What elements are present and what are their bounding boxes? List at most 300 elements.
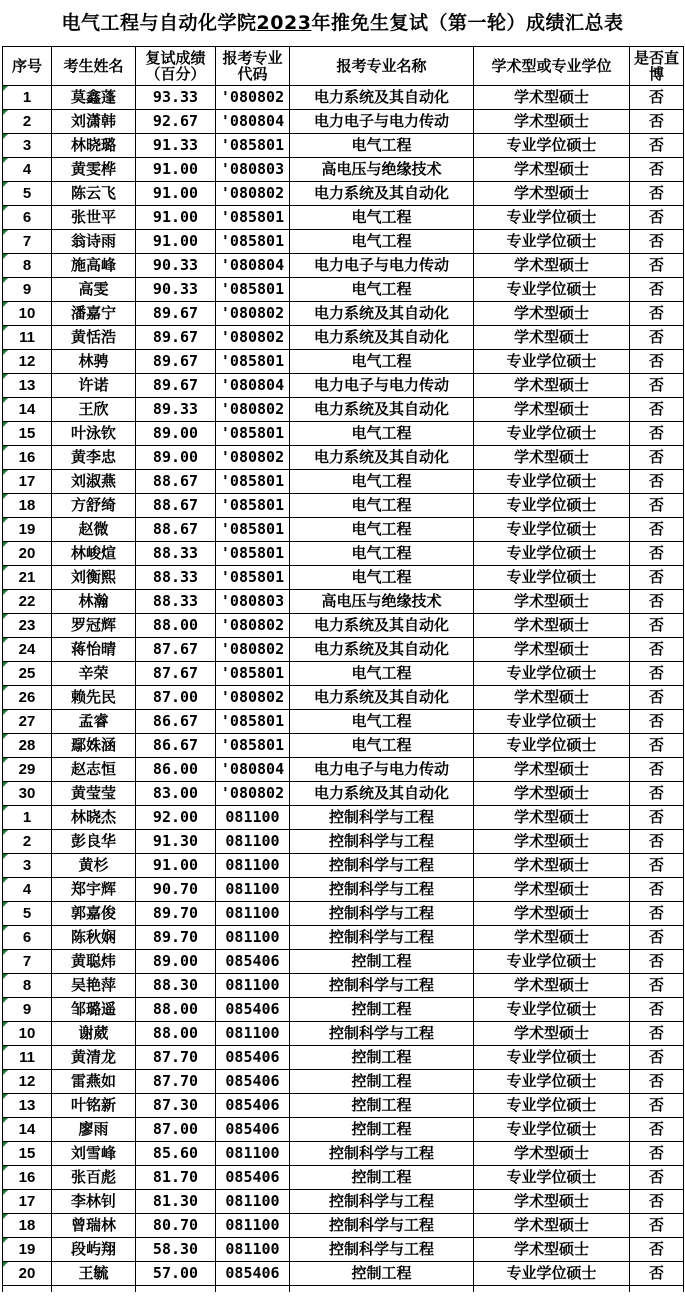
table-row: [3, 230, 684, 254]
cell-phd: 否: [630, 734, 684, 758]
cell-major: 电气工程: [290, 422, 474, 446]
cell-major: 控制工程: [290, 1262, 474, 1286]
table-row: [3, 1262, 684, 1286]
cell-type: 学术型硕士: [474, 86, 630, 110]
cell-code: '085801: [216, 566, 290, 590]
cell-type: 专业学位硕士: [474, 710, 630, 734]
cell-major: 电力系统及其自动化: [290, 86, 474, 110]
table-row: [3, 686, 684, 710]
cell-score: 89.33: [136, 398, 216, 422]
cell-phd: 否: [630, 662, 684, 686]
cell-seq: 29: [3, 758, 52, 782]
cell-phd: 否: [630, 1262, 684, 1286]
cell-type: 学术型硕士: [474, 902, 630, 926]
cell-code: '085801: [216, 662, 290, 686]
table-row: [3, 614, 684, 638]
cell-name: 辛荣: [52, 662, 136, 686]
table-row: [3, 1046, 684, 1070]
cell-score: 86.67: [136, 734, 216, 758]
cell-phd: 否: [630, 278, 684, 302]
table-row: [3, 1094, 684, 1118]
cell-major: 电气工程: [290, 206, 474, 230]
cell-score: 89.70: [136, 902, 216, 926]
cell-major: 控制科学与工程: [290, 806, 474, 830]
cell-phd: 否: [630, 998, 684, 1022]
cell-score: 91.30: [136, 830, 216, 854]
cell-type: 专业学位硕士: [474, 950, 630, 974]
cell-phd: 否: [630, 1166, 684, 1190]
cell-type: 专业学位硕士: [474, 1262, 630, 1286]
cell-code: 081100: [216, 1214, 290, 1238]
cell-major: 电力电子与电力传动: [290, 110, 474, 134]
cell-type: 专业学位硕士: [474, 1046, 630, 1070]
cell-phd: 否: [630, 806, 684, 830]
cell-code: 085406: [216, 950, 290, 974]
cell-score: 86.00: [136, 758, 216, 782]
cell-phd: 否: [630, 1118, 684, 1142]
cell-seq: 19: [3, 518, 52, 542]
cell-score: 89.67: [136, 374, 216, 398]
cell-name: 陈秋娴: [52, 926, 136, 950]
cell-seq: 9: [3, 278, 52, 302]
cell-phd: 否: [630, 1046, 684, 1070]
cell-code: 081100: [216, 974, 290, 998]
empty-cell: [52, 1286, 136, 1293]
cell-name: 赵志恒: [52, 758, 136, 782]
cell-score: 92.00: [136, 806, 216, 830]
cell-code: '085801: [216, 734, 290, 758]
cell-phd: 否: [630, 1190, 684, 1214]
table-row: [3, 758, 684, 782]
cell-type: 学术型硕士: [474, 1142, 630, 1166]
cell-seq: 2: [3, 830, 52, 854]
cell-major: 电气工程: [290, 350, 474, 374]
cell-score: 88.67: [136, 518, 216, 542]
cell-code: 081100: [216, 878, 290, 902]
cell-seq: 12: [3, 350, 52, 374]
cell-name: 林晓杰: [52, 806, 136, 830]
cell-phd: 否: [630, 182, 684, 206]
empty-cell: [474, 1286, 630, 1293]
cell-seq: 10: [3, 302, 52, 326]
cell-type: 专业学位硕士: [474, 278, 630, 302]
cell-name: 赖先民: [52, 686, 136, 710]
cell-seq: 14: [3, 1118, 52, 1142]
cell-code: 085406: [216, 1046, 290, 1070]
cell-phd: 否: [630, 110, 684, 134]
cell-score: 87.00: [136, 1118, 216, 1142]
cell-code: '085801: [216, 710, 290, 734]
cell-seq: 5: [3, 902, 52, 926]
cell-name: 廖雨: [52, 1118, 136, 1142]
cell-seq: 28: [3, 734, 52, 758]
cell-score: 88.00: [136, 614, 216, 638]
header-name: 考生姓名: [52, 47, 136, 86]
cell-major: 电力系统及其自动化: [290, 302, 474, 326]
cell-type: 专业学位硕士: [474, 350, 630, 374]
cell-seq: 9: [3, 998, 52, 1022]
cell-code: 085406: [216, 1262, 290, 1286]
cell-major: 电力系统及其自动化: [290, 398, 474, 422]
cell-seq: 5: [3, 182, 52, 206]
cell-code: 085406: [216, 1070, 290, 1094]
cell-phd: 否: [630, 230, 684, 254]
cell-phd: 否: [630, 782, 684, 806]
cell-code: '085801: [216, 494, 290, 518]
cell-code: '080802: [216, 302, 290, 326]
cell-major: 控制工程: [290, 1070, 474, 1094]
empty-cell: [3, 1286, 52, 1293]
cell-phd: 否: [630, 518, 684, 542]
table-row: [3, 710, 684, 734]
cell-seq: 18: [3, 1214, 52, 1238]
cell-score: 87.67: [136, 638, 216, 662]
cell-type: 学术型硕士: [474, 854, 630, 878]
cell-seq: 4: [3, 878, 52, 902]
cell-score: 81.30: [136, 1190, 216, 1214]
cell-name: 王毓: [52, 1262, 136, 1286]
cell-score: 85.60: [136, 1142, 216, 1166]
cell-name: 段屿翔: [52, 1238, 136, 1262]
cell-score: 87.67: [136, 662, 216, 686]
cell-major: 控制科学与工程: [290, 878, 474, 902]
cell-name: 黄莹莹: [52, 782, 136, 806]
cell-phd: 否: [630, 758, 684, 782]
cell-phd: 否: [630, 1214, 684, 1238]
cell-seq: 19: [3, 1238, 52, 1262]
cell-code: '080802: [216, 182, 290, 206]
cell-phd: 否: [630, 566, 684, 590]
table-row: [3, 1022, 684, 1046]
table-row: [3, 1214, 684, 1238]
cell-name: 黄杉: [52, 854, 136, 878]
cell-type: 专业学位硕士: [474, 1094, 630, 1118]
cell-major: 高电压与绝缘技术: [290, 158, 474, 182]
cell-score: 87.00: [136, 686, 216, 710]
table-row: [3, 302, 684, 326]
page-title: [0, 0, 685, 46]
cell-name: 谢葳: [52, 1022, 136, 1046]
cell-type: 专业学位硕士: [474, 998, 630, 1022]
cell-score: 89.67: [136, 302, 216, 326]
cell-score: 90.70: [136, 878, 216, 902]
cell-phd: 否: [630, 470, 684, 494]
cell-seq: 7: [3, 230, 52, 254]
cell-name: 刘衡熙: [52, 566, 136, 590]
cell-phd: 否: [630, 1070, 684, 1094]
table-row: [3, 446, 684, 470]
cell-type: 学术型硕士: [474, 1190, 630, 1214]
cell-phd: 否: [630, 614, 684, 638]
cell-code: '085801: [216, 470, 290, 494]
cell-code: '085801: [216, 350, 290, 374]
cell-code: '085801: [216, 278, 290, 302]
cell-major: 电气工程: [290, 734, 474, 758]
cell-phd: 否: [630, 326, 684, 350]
cell-name: 黄恬浩: [52, 326, 136, 350]
cell-major: 电气工程: [290, 278, 474, 302]
cell-phd: 否: [630, 830, 684, 854]
cell-type: 学术型硕士: [474, 374, 630, 398]
table-row: [3, 206, 684, 230]
cell-major: 电气工程: [290, 518, 474, 542]
cell-seq: 22: [3, 590, 52, 614]
cell-score: 91.00: [136, 206, 216, 230]
cell-major: 控制科学与工程: [290, 830, 474, 854]
cell-seq: 1: [3, 806, 52, 830]
header-code: 报考专业代码: [216, 47, 290, 86]
cell-code: '080802: [216, 398, 290, 422]
cell-score: 57.00: [136, 1262, 216, 1286]
cell-code: '080802: [216, 446, 290, 470]
table-row: [3, 1142, 684, 1166]
cell-name: 翁诗雨: [52, 230, 136, 254]
cell-major: 控制工程: [290, 950, 474, 974]
header-type: 学术型或专业学位: [474, 47, 630, 86]
cell-type: 专业学位硕士: [474, 518, 630, 542]
cell-major: 电气工程: [290, 230, 474, 254]
cell-phd: 否: [630, 374, 684, 398]
cell-major: 电力系统及其自动化: [290, 782, 474, 806]
cell-code: '085801: [216, 134, 290, 158]
cell-name: 刘淑燕: [52, 470, 136, 494]
cell-code: '080802: [216, 686, 290, 710]
header-score: 复试成绩（百分）: [136, 47, 216, 86]
table-row: [3, 158, 684, 182]
cell-phd: 否: [630, 398, 684, 422]
cell-seq: 26: [3, 686, 52, 710]
cell-code: '085801: [216, 206, 290, 230]
cell-major: 电气工程: [290, 470, 474, 494]
cell-code: '085801: [216, 422, 290, 446]
cell-seq: 2: [3, 110, 52, 134]
cell-major: 控制科学与工程: [290, 1214, 474, 1238]
table-row: [3, 278, 684, 302]
cell-score: 88.33: [136, 566, 216, 590]
cell-seq: 11: [3, 326, 52, 350]
cell-phd: 否: [630, 974, 684, 998]
cell-name: 黄聪炜: [52, 950, 136, 974]
table-row: [3, 1190, 684, 1214]
table-row: [3, 566, 684, 590]
cell-type: 学术型硕士: [474, 830, 630, 854]
cell-phd: 否: [630, 686, 684, 710]
cell-score: 90.33: [136, 278, 216, 302]
cell-seq: 20: [3, 542, 52, 566]
cell-major: 电气工程: [290, 662, 474, 686]
table-row: [3, 782, 684, 806]
cell-seq: 21: [3, 566, 52, 590]
cell-score: 87.30: [136, 1094, 216, 1118]
cell-type: 专业学位硕士: [474, 206, 630, 230]
cell-name: 鄢姝涵: [52, 734, 136, 758]
cell-phd: 否: [630, 902, 684, 926]
cell-phd: 否: [630, 542, 684, 566]
cell-name: 黄清龙: [52, 1046, 136, 1070]
table-row: [3, 590, 684, 614]
header-phd: 是否直博: [630, 47, 684, 86]
cell-seq: 17: [3, 1190, 52, 1214]
table-row: [3, 638, 684, 662]
cell-name: 陈云飞: [52, 182, 136, 206]
cell-seq: 13: [3, 1094, 52, 1118]
cell-phd: 否: [630, 638, 684, 662]
cell-score: 81.70: [136, 1166, 216, 1190]
cell-major: 控制科学与工程: [290, 902, 474, 926]
table-row: [3, 182, 684, 206]
title-year: 2023: [256, 12, 312, 34]
cell-major: 控制科学与工程: [290, 854, 474, 878]
cell-major: 控制科学与工程: [290, 974, 474, 998]
cell-phd: 否: [630, 1142, 684, 1166]
table-row: [3, 854, 684, 878]
empty-cell: [136, 1286, 216, 1293]
cell-name: 林峻煊: [52, 542, 136, 566]
table-row: [3, 518, 684, 542]
cell-name: 赵微: [52, 518, 136, 542]
cell-score: 88.00: [136, 1022, 216, 1046]
cell-code: 081100: [216, 902, 290, 926]
cell-major: 电气工程: [290, 494, 474, 518]
cell-name: 林晓璐: [52, 134, 136, 158]
cell-seq: 15: [3, 1142, 52, 1166]
cell-seq: 1: [3, 86, 52, 110]
cell-type: 学术型硕士: [474, 302, 630, 326]
cell-name: 张世平: [52, 206, 136, 230]
cell-major: 控制工程: [290, 1046, 474, 1070]
cell-seq: 16: [3, 1166, 52, 1190]
cell-score: 89.00: [136, 950, 216, 974]
empty-row: [3, 1286, 684, 1293]
cell-code: 081100: [216, 926, 290, 950]
cell-name: 方舒绮: [52, 494, 136, 518]
cell-score: 89.67: [136, 350, 216, 374]
cell-code: '080803: [216, 158, 290, 182]
cell-type: 学术型硕士: [474, 1214, 630, 1238]
cell-seq: 8: [3, 974, 52, 998]
cell-score: 88.33: [136, 590, 216, 614]
cell-name: 施高峰: [52, 254, 136, 278]
cell-phd: 否: [630, 1238, 684, 1262]
cell-seq: 12: [3, 1070, 52, 1094]
cell-type: 专业学位硕士: [474, 566, 630, 590]
cell-seq: 3: [3, 134, 52, 158]
cell-major: 控制工程: [290, 1118, 474, 1142]
cell-type: 学术型硕士: [474, 1238, 630, 1262]
table-row: [3, 926, 684, 950]
cell-seq: 4: [3, 158, 52, 182]
cell-code: 081100: [216, 1238, 290, 1262]
title-suffix: 年推免生复试（第一轮）成绩汇总表: [311, 12, 624, 34]
cell-seq: 16: [3, 446, 52, 470]
table-row: [3, 110, 684, 134]
cell-type: 专业学位硕士: [474, 470, 630, 494]
table-row: [3, 494, 684, 518]
cell-phd: 否: [630, 422, 684, 446]
cell-code: 081100: [216, 1190, 290, 1214]
cell-name: 林瀚: [52, 590, 136, 614]
cell-name: 雷燕如: [52, 1070, 136, 1094]
cell-code: '085801: [216, 518, 290, 542]
table-row: [3, 734, 684, 758]
cell-seq: 11: [3, 1046, 52, 1070]
cell-type: 专业学位硕士: [474, 734, 630, 758]
cell-name: 邹璐遥: [52, 998, 136, 1022]
cell-code: '080804: [216, 374, 290, 398]
cell-major: 电力系统及其自动化: [290, 638, 474, 662]
cell-score: 58.30: [136, 1238, 216, 1262]
cell-name: 吴艳萍: [52, 974, 136, 998]
cell-major: 电力系统及其自动化: [290, 614, 474, 638]
cell-name: 蒋怡晴: [52, 638, 136, 662]
cell-code: '080802: [216, 86, 290, 110]
cell-type: 学术型硕士: [474, 254, 630, 278]
cell-type: 学术型硕士: [474, 590, 630, 614]
table-row: [3, 662, 684, 686]
cell-seq: 18: [3, 494, 52, 518]
cell-type: 学术型硕士: [474, 878, 630, 902]
cell-type: 专业学位硕士: [474, 542, 630, 566]
cell-phd: 否: [630, 1094, 684, 1118]
cell-name: 莫鑫蓬: [52, 86, 136, 110]
cell-phd: 否: [630, 446, 684, 470]
cell-score: 91.00: [136, 230, 216, 254]
cell-major: 控制科学与工程: [290, 1190, 474, 1214]
cell-type: 学术型硕士: [474, 926, 630, 950]
table-row: [3, 542, 684, 566]
cell-major: 控制科学与工程: [290, 926, 474, 950]
header-major: 报考专业名称: [290, 47, 474, 86]
cell-seq: 6: [3, 206, 52, 230]
cell-score: 90.33: [136, 254, 216, 278]
cell-name: 刘雪峰: [52, 1142, 136, 1166]
cell-code: '080802: [216, 638, 290, 662]
cell-seq: 30: [3, 782, 52, 806]
cell-major: 电气工程: [290, 542, 474, 566]
cell-major: 电力系统及其自动化: [290, 446, 474, 470]
cell-code: 081100: [216, 1142, 290, 1166]
cell-name: 郭嘉俊: [52, 902, 136, 926]
cell-major: 控制工程: [290, 1094, 474, 1118]
cell-seq: 20: [3, 1262, 52, 1286]
cell-major: 电力系统及其自动化: [290, 326, 474, 350]
table-row: [3, 254, 684, 278]
cell-name: 叶泳钦: [52, 422, 136, 446]
cell-score: 89.67: [136, 326, 216, 350]
cell-score: 87.70: [136, 1070, 216, 1094]
table-row: [3, 1118, 684, 1142]
cell-type: 学术型硕士: [474, 806, 630, 830]
cell-name: 黄李忠: [52, 446, 136, 470]
cell-type: 学术型硕士: [474, 782, 630, 806]
cell-name: 许诺: [52, 374, 136, 398]
cell-code: '080802: [216, 614, 290, 638]
cell-code: 081100: [216, 1022, 290, 1046]
score-table: [2, 46, 684, 1292]
cell-major: 电气工程: [290, 710, 474, 734]
cell-major: 电力电子与电力传动: [290, 374, 474, 398]
cell-name: 高雯: [52, 278, 136, 302]
cell-major: 控制科学与工程: [290, 1022, 474, 1046]
cell-name: 彭良华: [52, 830, 136, 854]
cell-name: 林骋: [52, 350, 136, 374]
cell-major: 电力电子与电力传动: [290, 758, 474, 782]
cell-major: 控制工程: [290, 1166, 474, 1190]
table-row: [3, 902, 684, 926]
header-row: [3, 47, 684, 86]
cell-seq: 27: [3, 710, 52, 734]
cell-score: 88.67: [136, 494, 216, 518]
